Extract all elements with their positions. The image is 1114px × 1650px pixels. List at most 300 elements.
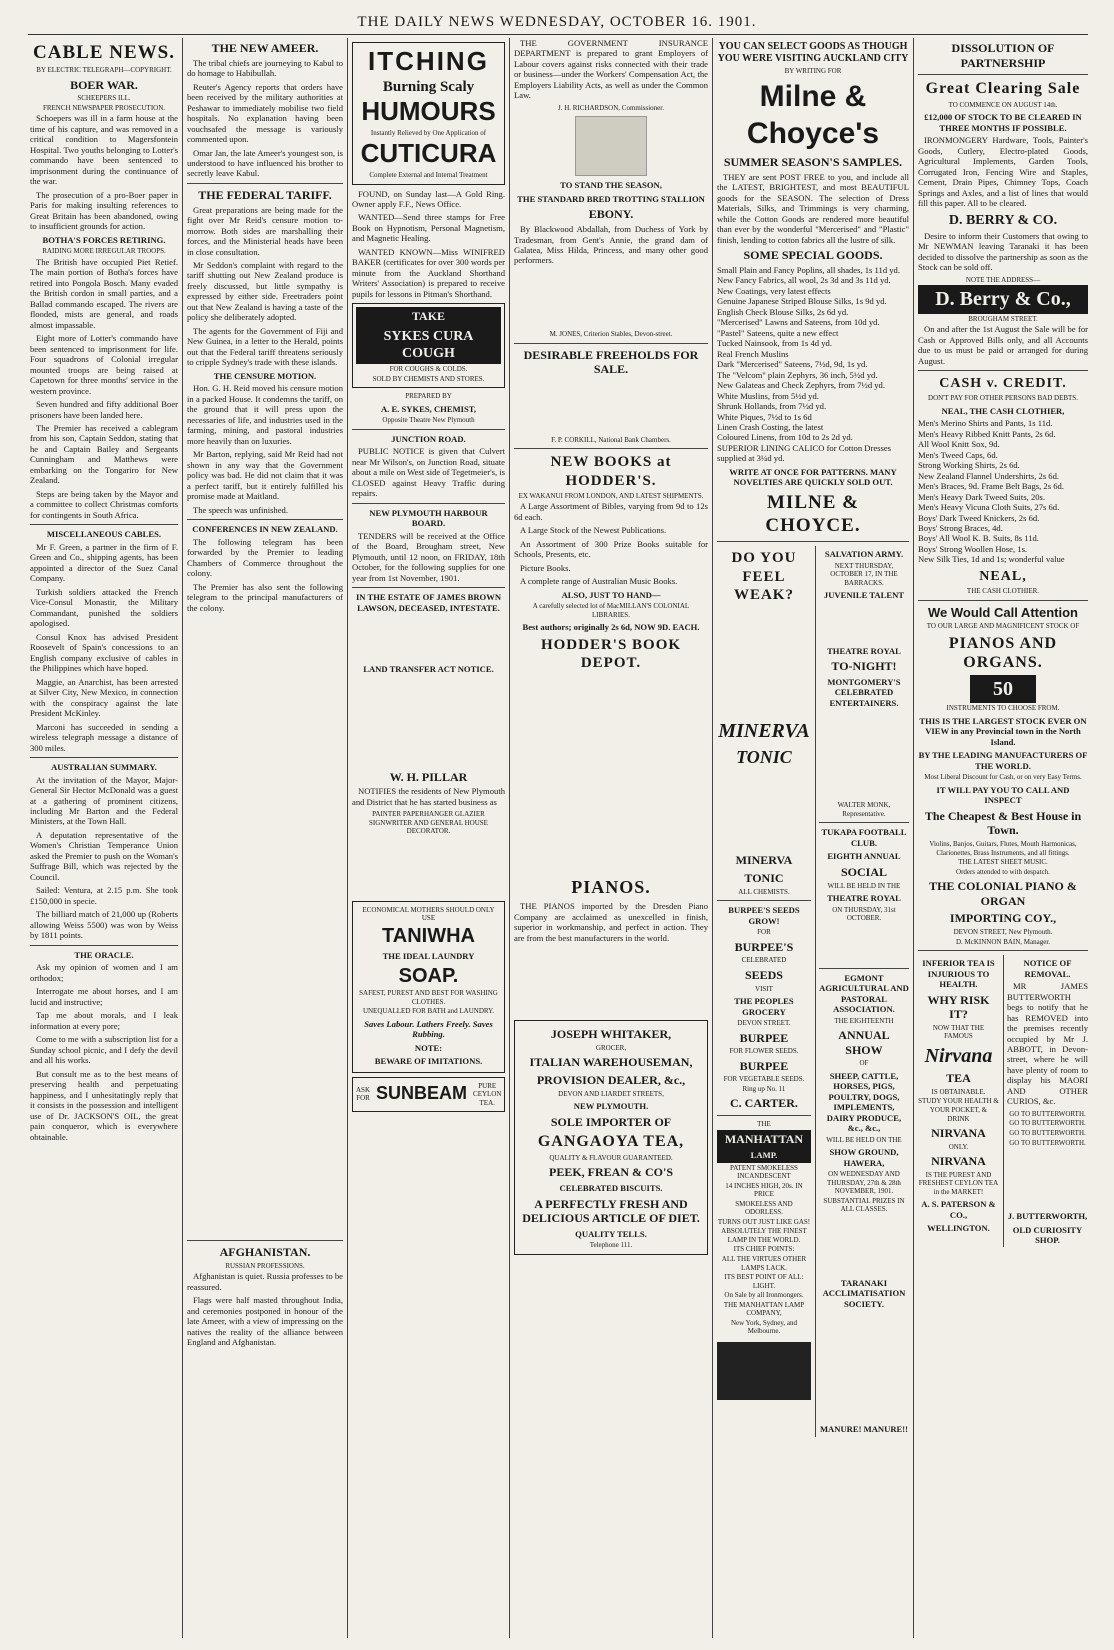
ad-name: D. BERRY & CO. bbox=[948, 212, 1058, 228]
article-paragraph: Flags were half masted throughout India, and ceremonies postponed in honour of the late Ameer, with a view of impressing on the natives the reality of the alliance between England and Afghanistan. bbox=[187, 1295, 343, 1348]
column-rule bbox=[509, 38, 510, 1638]
article-paragraph: The prosecution of a pro-Boer paper in Paris for making insulting references to Great Britain has been abandoned, owing to insufficient grounds for action. bbox=[30, 189, 178, 232]
ad-text: Violins, Banjos, Guitars, Flutes, Mouth Harmonicas, Clarionettes, Brass Instruments, and all fittings. bbox=[929, 840, 1077, 857]
ad-text: BEWARE OF IMITATIONS. bbox=[374, 1056, 483, 1067]
ad-text: NOW THAT THE FAMOUS bbox=[932, 1023, 985, 1041]
ad-name: J. BUTTERWORTH, bbox=[1007, 1211, 1088, 1222]
ad-text: INSTRUMENTS TO CHOOSE FROM. bbox=[946, 704, 1060, 713]
notice-text: PUBLIC NOTICE is given that Culvert near Mr Wilson's, on Junction Road, situate about a mile on West side of Tegetmeier's, is CLOSED against Heavy Traffic during repairs. bbox=[352, 446, 505, 499]
article-paragraph: Mr Seddon's complaint with regard to the tariff shutting out New Zealand produce is freely discussed, but little sympathy is expressed by either side. Freetraders point out that New Zealand is having a taste of the policy she deliberately adopted. bbox=[187, 260, 343, 323]
neal-item: Men's Heavy Dark Tweed Suits, 20s. bbox=[918, 491, 1046, 502]
neal-item: Boys' All Wool K. B. Suits, 8s 11d. bbox=[918, 533, 1039, 544]
ad-text: Picture Books. bbox=[520, 562, 571, 573]
article-paragraph: The Premier has also sent the following telegram to the principal manufacturers of the colony. bbox=[187, 581, 343, 613]
ad-headline: SALVATION ARMY. bbox=[824, 549, 904, 560]
ad-signature: MILNE & CHOYCE. bbox=[765, 491, 861, 537]
ad-text: 14 INCHES HIGH, 20s. IN PRICE bbox=[725, 1181, 803, 1199]
ad-text: Best authors; originally 2s 6d, NOW 9D. EACH. bbox=[522, 622, 700, 633]
ad-text: TO OUR LARGE AND MAGNIFICENT STOCK OF bbox=[926, 622, 1080, 631]
ad-text: THE EIGHTEENTH bbox=[834, 1016, 894, 1025]
ad-text: MONTGOMERY'S CELEBRATED ENTERTAINERS. bbox=[827, 676, 901, 708]
ad-text: DON'T PAY FOR OTHER PERSONS BAD DEBTS. bbox=[928, 394, 1078, 403]
ad-text: THEY are sent POST FREE to you, and include all the LATEST, BRIGHTEST, and most BEAUTIFUL goods for the SEASON. The selection of Dress Materials, Silks, and Trimmings is very charming, while the Cotton Goods are rendered more beautiful than ever by the wonderful "Mercerised" and "Plastic" finish, lending to cotton fabrics all the lustre of silk. bbox=[717, 171, 909, 245]
ad-headline: Great Clearing Sale bbox=[925, 80, 1081, 98]
article-paragraph: Sailed: Ventura, at 2.15 p.m. She took £150,000 in specie. bbox=[30, 885, 178, 906]
ad-text: DEVON STREET, New Plymouth. bbox=[953, 928, 1053, 937]
horse-illustration bbox=[575, 116, 647, 176]
divider bbox=[187, 183, 343, 184]
ad-headline: TO-NIGHT! bbox=[831, 659, 897, 674]
article-paragraph: Marconi has succeeded in sending a wireless telegraph message a distance of 300 miles. bbox=[30, 721, 178, 753]
ad-brand: Milne & Choyce's bbox=[746, 79, 880, 150]
column-rule bbox=[712, 38, 713, 1638]
ad-brand: MINERVA bbox=[718, 720, 810, 743]
ad-brand: CUTICURA bbox=[360, 138, 497, 169]
notice-signature: F. P. CORKILL, National Bank Chambers. bbox=[551, 435, 671, 444]
heading-miscellaneous: MISCELLANEOUS CABLES. bbox=[46, 529, 162, 540]
masthead: THE DAILY NEWS WEDNESDAY, OCTOBER 16. 1901. bbox=[357, 14, 757, 30]
neal-item: Men's Tweed Caps, 6d. bbox=[918, 449, 998, 460]
article-paragraph: But consult me as to the best means of preserving health and perpetuating happiness, and I unhesitatingly reply that it consists in the possession and intelligent use of Dr. JACKSON'S OIL, the great pain conqueror, which is everywhere obtainable. bbox=[30, 1068, 178, 1142]
ad-brand: TONIC bbox=[744, 871, 784, 886]
divider bbox=[918, 950, 1088, 951]
ad-brand: MINERVA bbox=[735, 853, 793, 868]
text-filler bbox=[819, 924, 909, 964]
ad-text: FOR COUGHS & COLDS. bbox=[389, 365, 468, 374]
lower-left bbox=[717, 546, 811, 1437]
ad-headline: TAKE bbox=[356, 307, 501, 326]
ad-name: EBONY. bbox=[588, 207, 634, 222]
ad-text: THE MANHATTAN LAMP COMPANY, bbox=[723, 1300, 805, 1318]
ad-text: CELEBRATED BISCUITS. bbox=[559, 1183, 663, 1194]
ad-headline: TARANAKI ACCLIMATISATION SOCIETY. bbox=[822, 1277, 906, 1309]
ad-name: THE COLONIAL PIANO & ORGAN bbox=[929, 879, 1077, 908]
ad-text: IRONMONGERY Hardware, Tools, Painter's Goods, Cutlery, Electro-plated Goods, Agricultural Implements, Garden Tools, Corrugated Iron, Fencing Wire and Staples, Cement, Drain Pipes, Chimney Tops, Coach Springs and Axles, and a list of lines that would fill this paper. All to be cleared. bbox=[918, 135, 1088, 209]
text-filler bbox=[514, 946, 708, 1016]
divider bbox=[717, 1115, 811, 1116]
ad-text: FOR VEGETABLE SEEDS. bbox=[723, 1075, 805, 1084]
ad-text: THE IDEAL LAUNDRY bbox=[382, 951, 475, 962]
neal-item: Men's Braces, 9d. Frame Belt Bags, 2s 6d. bbox=[918, 481, 1064, 492]
article-paragraph: Maggie, an Anarchist, has been arrested at Silver City, New Mexico, in connection with the conspiracy against the late President McKinley. bbox=[30, 676, 178, 719]
article-paragraph: Come to me with a subscription list for a Sunday school picnic, and I defy the devil and all his works. bbox=[30, 1034, 178, 1066]
ad-brand: Nirvana bbox=[924, 1044, 993, 1067]
special-goods-item: Tucked Nainsook, from 1s 4d yd. bbox=[717, 338, 832, 349]
ad-headline: WHY RISK IT? bbox=[927, 992, 990, 1022]
special-goods-item: SUPERIOR LINING CALICO for Cotton Dresses supplied at 3¼d yd. bbox=[717, 442, 892, 464]
column-rule bbox=[182, 38, 183, 1638]
ad-text: THE PIANOS imported by the Dresden Piano Company are acclaimed as unexcelled in finish, superior in workmanship, and perfect in action. They are from the best manufacturers in the world. bbox=[514, 901, 708, 943]
ad-text: TEA bbox=[946, 1071, 971, 1086]
ad-brand: BURPEE bbox=[739, 1058, 789, 1073]
divider bbox=[30, 757, 178, 758]
ad-headline: TUKAPA FOOTBALL CLUB. bbox=[821, 827, 907, 848]
neal-item: New Zealand Flannel Undershirts, 2s 6d. bbox=[918, 470, 1060, 481]
ad-text: GO TO BUTTERWORTH. bbox=[1009, 1138, 1086, 1147]
notice-heading: LAND TRANSFER ACT NOTICE. bbox=[363, 664, 494, 675]
heading: BOTHA'S FORCES RETIRING. bbox=[42, 234, 166, 245]
ad-subheadline: Burning Scaly bbox=[382, 78, 475, 95]
ad-text: SUBSTANTIAL PRIZES IN ALL CLASSES. bbox=[823, 1196, 905, 1214]
ad-text: The Cheapest & Best House in Town. bbox=[924, 808, 1082, 838]
ad-text: ITS BEST POINT OF ALL: LIGHT. bbox=[724, 1273, 804, 1290]
heading-censure-motion: THE CENSURE MOTION. bbox=[213, 370, 317, 381]
ad-text: BY THE LEADING MANUFACTURERS OF THE WORLD. bbox=[918, 750, 1088, 771]
divider bbox=[819, 968, 909, 969]
ad-brand: MANHATTAN bbox=[717, 1130, 811, 1149]
ad-text: A Large Assortment of Bibles, varying from 9d to 12s 6d each. bbox=[514, 501, 708, 522]
article-paragraph: At the invitation of the Mayor, Major-General Sir Hector McDonald was a guest at a gathering of prominent citizens, including Mr Barton and the Federal Ministers, at the Town Hall. bbox=[30, 774, 178, 827]
heading-oracle: THE ORACLE. bbox=[74, 949, 134, 960]
ad-headline: SOCIAL bbox=[840, 864, 887, 879]
divider bbox=[819, 822, 909, 823]
classified-wanted: WANTED—Send three stamps for Free Book on Hypnotism, Personal Magnetism, and Magnetic Healing. bbox=[352, 212, 505, 244]
ad-text: ON WEDNESDAY AND THURSDAY, 27th & 28th NOVEMBER, 1901. bbox=[827, 1170, 901, 1196]
ad-text: JUVENILE TALENT bbox=[823, 590, 905, 601]
ad-text: THIS IS THE LARGEST STOCK EVER ON VIEW in any Provincial town in the North Island. bbox=[919, 715, 1087, 747]
ad-text: ECONOMICAL MOTHERS SHOULD ONLY USE bbox=[362, 905, 495, 923]
ad-text: ALL CHEMISTS. bbox=[738, 887, 790, 896]
neal-item: Boys' Dark Tweed Knickers, 2s 6d. bbox=[918, 512, 1040, 523]
text-filler bbox=[819, 603, 909, 643]
article-paragraph: The British have occupied Piet Retief. The main portion of Botha's forces have retired into Pongola Bosch. Many evaded the British cordon in small parties, and a Ballad commando escaped. The rivers are flooded, mists are general, and roads almost impassable. bbox=[30, 256, 178, 330]
column-ads-2 bbox=[514, 38, 708, 1638]
ad-brand: BURPEE'S bbox=[734, 939, 794, 954]
text-filler bbox=[819, 1215, 909, 1275]
heading-federal-tariff: THE FEDERAL TARIFF. bbox=[198, 187, 332, 202]
article-paragraph: Mr Barton, replying, said Mr Reid had not shown in any way that the Government policy was bad. He did not claim that it was a perfect tariff, but it entirely fulfilled his promise made at Maitland. bbox=[187, 449, 343, 502]
taniwha-ad bbox=[352, 901, 505, 1073]
article-paragraph: Consul Knox has advised President Roosevelt of Spain's concessions to an English company exclusive of cables in the Philippines which have hoped. bbox=[30, 631, 178, 674]
ad-text: A complete range of Australian Music Books. bbox=[520, 576, 678, 587]
special-goods-item: White Piques, 7½d to 1s 6d bbox=[717, 411, 812, 422]
ad-brand: SUNBEAM bbox=[376, 1083, 468, 1104]
special-goods-item: Coloured Linens, from 10d to 2s 2d yd. bbox=[717, 432, 853, 443]
notice-heading: NEW PLYMOUTH HARBOUR BOARD. bbox=[369, 507, 488, 529]
ad-headline: ANNUAL SHOW bbox=[838, 1028, 890, 1057]
ad-text: GO TO BUTTERWORTH. bbox=[1009, 1109, 1086, 1118]
text-filler bbox=[819, 1311, 909, 1421]
text-filler bbox=[1007, 1148, 1088, 1208]
ad-text: A PERFECTLY FRESH AND DELICIOUS ARTICLE OF DIET. bbox=[522, 1196, 700, 1226]
ad-brand: BURPEE bbox=[739, 1030, 789, 1045]
article-paragraph: Mr F. Green, a partner in the firm of F. Green and Co., shipping agents, has been appointed a director of the Suez Canal Company. bbox=[30, 541, 178, 584]
ad-headline: We Would Call Attention bbox=[928, 604, 1078, 620]
ad-headline: MANURE! MANURE!! bbox=[819, 1424, 909, 1435]
ad-text: IS THE PUREST AND FRESHEST CEYLON TEA in the MARKET! bbox=[918, 1170, 999, 1196]
ad-text: ON THURSDAY, 31st OCTOBER. bbox=[832, 905, 896, 923]
ad-name: A. E. SYKES, CHEMIST, bbox=[380, 403, 477, 414]
article-paragraph: Hon. G. H. Reid moved his censure motion in a packed House. It condemns the tariff, on the ground that it will press upon the necessaries of life, and industries used in the farming, mining, and pastoral industries more heavily than on luxuries. bbox=[187, 383, 343, 446]
nirvana-ad bbox=[918, 955, 999, 1247]
article-paragraph: The Premier has received a cablegram from his son, Captain Seddon, stating that he and Captain Bailey and Sergeants Cunningham and Matthews were embarking on the Tongariro for New Zealand. bbox=[30, 423, 178, 486]
text-filler bbox=[514, 269, 708, 329]
divider bbox=[187, 519, 343, 520]
ad-text: EX WAKANUI FROM LONDON, AND LATEST SHIPMENTS. bbox=[518, 491, 704, 500]
ad-text: NEXT THURSDAY, OCTOBER 17, IN THE BARRACKS. bbox=[830, 561, 898, 587]
ad-text: NOTIFIES the residents of New Plymouth and District that he has started business as bbox=[352, 786, 505, 807]
ad-brand: SOAP. bbox=[398, 964, 459, 987]
ad-subheadline: SOME SPECIAL GOODS. bbox=[743, 248, 883, 263]
special-goods-item: New Coatings, very latest effects bbox=[717, 285, 831, 296]
ad-text: BROUGHAM STREET. bbox=[968, 314, 1038, 323]
special-goods-item: "Pastel" Sateens, quite a new effect bbox=[717, 327, 839, 338]
column-ads-3 bbox=[918, 38, 1088, 1638]
ad-text: QUALITY & FLAVOUR GUARANTEED. bbox=[549, 1153, 673, 1162]
classified-found: FOUND, on Sunday last—A Gold Ring. Owner apply F.F., News Office. bbox=[352, 188, 505, 209]
neal-item: New Silk Ties, 1d and 1s; wonderful value bbox=[918, 554, 1065, 565]
column-cable-news bbox=[30, 38, 178, 1638]
neal-item: Men's Heavy Ribbed Knitt Pants, 2s 6d. bbox=[918, 428, 1056, 439]
ad-text: PAINTER PAPERHANGER GLAZIER SIGNWRITER AND GENERAL HOUSE DECORATOR. bbox=[369, 810, 488, 836]
ad-headline: PIANOS AND ORGANS. bbox=[948, 634, 1058, 672]
ad-brand: TANIWHA bbox=[382, 924, 475, 947]
divider bbox=[514, 448, 708, 449]
ad-text: On Sale by all Ironmongers. bbox=[724, 1291, 804, 1300]
ad-text: DEVON AND LIARDET STREETS, bbox=[558, 1089, 664, 1098]
special-goods-item: Genuine Japanese Striped Blouse Silks, 1s 9d yd. bbox=[717, 296, 887, 307]
lower-right bbox=[815, 546, 909, 1437]
ad-headline: PIANOS. bbox=[571, 877, 651, 898]
ad-name: OLD CURIOSITY SHOP. bbox=[1012, 1224, 1083, 1245]
ad-headline: THE STANDARD BRED TROTTING STALLION bbox=[517, 193, 705, 204]
ad-text: STUDY YOUR HEALTH & YOUR POCKET, & DRINK bbox=[918, 1097, 999, 1123]
ad-text: PEEK, FREAN & CO'S bbox=[548, 1165, 673, 1180]
ad-text: SEEDS bbox=[744, 967, 783, 982]
byline: BY ELECTRIC TELEGRAPH—COPYRIGHT. bbox=[36, 66, 172, 75]
notice-heading: IN THE ESTATE OF JAMES BROWN LAWSON, DECEASED, INTESTATE. bbox=[355, 592, 502, 613]
text-filler bbox=[352, 837, 505, 897]
heading-australian-summary: AUSTRALIAN SUMMARY. bbox=[51, 762, 157, 773]
ad-headline: NOTICE OF REMOVAL. bbox=[1023, 958, 1072, 979]
divider bbox=[30, 945, 178, 946]
ad-name: WELLINGTON. bbox=[927, 1223, 990, 1234]
neal-item: All Wool Knitt Sox, 9d. bbox=[918, 439, 1000, 450]
article-paragraph: Omar Jan, the late Ameer's youngest son, is understood to have influenced his brother to secretly leave Kabul. bbox=[187, 147, 343, 179]
special-goods-item: New Fancy Fabrics, all wool, 2s 3d and 3s 11d yd. bbox=[717, 275, 891, 286]
ad-text: THE CASH CLOTHIER. bbox=[966, 587, 1040, 596]
text-filler bbox=[514, 379, 708, 435]
ad-text: Instantly Relieved by One Application of bbox=[370, 128, 487, 137]
text-filler bbox=[514, 674, 708, 874]
ad-slogan: Saves Labour. Lathers Freely. Saves Rubbing. bbox=[364, 1018, 493, 1040]
ad-headline: INFERIOR TEA IS INJURIOUS TO HEALTH. bbox=[922, 958, 995, 990]
ad-text: ALL THE VIRTUES OTHER LAMPS LACK. bbox=[721, 1255, 807, 1272]
ad-name: JOSEPH WHITAKER, bbox=[550, 1027, 672, 1042]
special-goods-item: Dark "Mercerised" Sateens, 7½d, 9d, 1s yd. bbox=[717, 359, 868, 370]
masthead-rule bbox=[28, 34, 1088, 35]
divider bbox=[918, 74, 1088, 75]
ad-headline: BURPEE'S SEEDS GROW! bbox=[728, 905, 800, 926]
ad-text: MR JAMES BUTTERWORTH begs to notify that he has REMOVED into the premises recently occupied by Mr J. ABBOTT, in Devon-street, where he will have plenty of room to display his MAORI AND OTHER CURIOS, &c. bbox=[1007, 981, 1088, 1107]
ad-text: UNEQUALLED FOR BATH and LAUNDRY. bbox=[362, 1007, 495, 1016]
ad-headline: YOU CAN SELECT GOODS AS THOUGH YOU WERE VISITING AUCKLAND CITY bbox=[717, 41, 909, 65]
pills-ad-image bbox=[717, 1342, 811, 1400]
ad-text: CELEBRATED bbox=[741, 956, 787, 965]
ad-text: SMOKELESS AND ODORLESS. bbox=[735, 1199, 793, 1217]
ad-text: Ring up No. 11 bbox=[742, 1084, 786, 1093]
ad-text: ABSOLUTELY THE FINEST LAMP IN THE WORLD. bbox=[721, 1227, 807, 1244]
ad-text: THEATRE ROYAL bbox=[827, 893, 901, 904]
ad-text: WALTER MONK, Representative. bbox=[837, 801, 891, 818]
ad-text: THE bbox=[757, 1120, 771, 1129]
neal-item: Strong Working Shirts, 2s 6d. bbox=[918, 460, 1020, 471]
article-paragraph: Tap me about morals, and I leak information at every pore; bbox=[30, 1010, 178, 1031]
special-goods-item: Shrunk Hollands, from 7½d yd. bbox=[717, 401, 827, 412]
article-paragraph: The following telegram has been forwarded by the Premier to leading Chambers of Commerce throughout the colony. bbox=[187, 536, 343, 579]
ad-headline: THEATRE ROYAL bbox=[827, 645, 901, 656]
neal-item: Men's Merino Shirts and Pants, 1s 11d. bbox=[918, 418, 1053, 429]
ad-name: IMPORTING COY., bbox=[949, 911, 1057, 926]
divider bbox=[717, 900, 811, 901]
ad-text: BY WRITING FOR bbox=[784, 67, 842, 76]
ad-text: TO COMMENCE ON AUGUST 14th. bbox=[948, 100, 1058, 109]
heading-afghanistan: AFGHANISTAN. bbox=[219, 1245, 311, 1260]
notice-text: TENDERS will be received at the Office of the Board, Brougham street, New Plymouth, until 12 noon, on FRIDAY, 18th October, for the following supplies for one year from 1st November, 1901. bbox=[352, 530, 505, 583]
ad-text: IT WILL PAY YOU TO CALL AND INSPECT bbox=[936, 784, 1070, 806]
ad-brand: GANGAOYA TEA, bbox=[537, 1133, 685, 1151]
article-paragraph: Steps are being taken by the Mayor and a committee to collect Christmas comforts for contingents in South Africa. bbox=[30, 488, 178, 520]
divider bbox=[514, 343, 708, 344]
special-goods-item: White Muslins, from 5½d yd. bbox=[717, 390, 819, 401]
ad-text: By Blackwood Abdallah, from Duchess of York by Tradesman, from Gent's Annie, the grand dam of Galatea, Miss Hilda, Princess, and many other good performers. bbox=[514, 224, 708, 266]
ad-name: NEAL, THE CASH CLOTHIER, bbox=[941, 405, 1065, 416]
divider bbox=[918, 600, 1088, 601]
article-paragraph: Interrogate me about horses, and I am lucid and instructive; bbox=[30, 986, 178, 1007]
text-filler bbox=[352, 677, 505, 767]
subheading: SCHEEPERS ILL. bbox=[77, 94, 131, 103]
whitaker-ad bbox=[514, 1020, 708, 1254]
ad-text: ONLY. bbox=[948, 1142, 969, 1151]
ad-headline: CASH v. CREDIT. bbox=[939, 376, 1067, 392]
subheading: RUSSIAN PROFESSIONS. bbox=[225, 1261, 305, 1270]
ad-subheadline: SUMMER SEASON'S SAMPLES. bbox=[723, 155, 903, 170]
ad-text: Complete External and Internal Treatment bbox=[369, 170, 488, 179]
ad-text: An Assortment of 300 Prize Books suitable for Schools, Presents, etc. bbox=[514, 538, 708, 560]
ad-text: GO TO BUTTERWORTH. bbox=[1009, 1128, 1086, 1137]
ad-text: FOR FLOWER SEEDS. bbox=[729, 1047, 799, 1056]
ad-text: OF bbox=[859, 1059, 869, 1068]
ad-name: C. CARTER. bbox=[730, 1096, 798, 1111]
ad-brand: LAMP. bbox=[717, 1148, 811, 1162]
divider bbox=[717, 541, 909, 542]
column-news bbox=[187, 38, 343, 1638]
ad-text: On and after the 1st August the Sale will be for Cash or Approved Bills only, and all Accounts due to us must be paid or arranged for during August. bbox=[918, 324, 1088, 366]
ad-headline: DESIRABLE FREEHOLDS FOR SALE. bbox=[523, 347, 699, 377]
special-goods-item: Linen Crash Costing, the latest bbox=[717, 422, 824, 432]
ad-headline: TO STAND THE SEASON, bbox=[560, 180, 662, 191]
ad-text: GO TO BUTTERWORTH. bbox=[1009, 1119, 1086, 1128]
cuticura-ad bbox=[352, 42, 505, 185]
ad-text: PATENT SMOKELESS INCANDESCENT bbox=[730, 1163, 798, 1181]
sunbeam-ad bbox=[352, 1077, 505, 1113]
ad-text: NEW PLYMOUTH. bbox=[573, 1101, 649, 1112]
column-rule bbox=[347, 38, 348, 1638]
removal-ad bbox=[1003, 955, 1088, 1247]
ad-text: DEVON STREET. bbox=[737, 1019, 791, 1028]
ad-name: W. H. PILLAR bbox=[389, 769, 468, 784]
notice-heading: JUNCTION ROAD. bbox=[391, 433, 466, 444]
ad-text: NOTE: bbox=[414, 1042, 443, 1053]
ad-headline: EGMONT AGRICULTURAL AND PASTORAL ASSOCIATION. bbox=[819, 972, 909, 1015]
cable-news-title: CABLE NEWS. bbox=[33, 42, 175, 63]
ad-text: SOLD BY CHEMISTS AND STORES. bbox=[372, 374, 485, 383]
article-paragraph: Reuter's Agency reports that orders have been received by the military authorities at Peshawar to immediately mobilise two field hospitals. No explanation having been vouchsafed the message is variously commented upon. bbox=[187, 81, 343, 145]
text-filler bbox=[187, 616, 343, 1236]
special-goods-item: English Check Blouse Silks, 2s 6d yd. bbox=[717, 306, 849, 317]
ad-text: VISIT bbox=[755, 984, 773, 993]
neal-item: Men's Heavy Vicuna Cloth Suits, 27s 6d. bbox=[918, 502, 1060, 513]
divider bbox=[352, 503, 505, 504]
article-paragraph: The agents for the Government of Fiji and New Guinea, in a letter to the Herald, points out that the Federal tariff threatens seriously to cripple Sydney's trade with these islands. bbox=[187, 325, 343, 368]
article-paragraph: Great preparations are being made for the fight over Mr Reid's censure motion to-morrow. Both sides are marshalling their forces, and the Ministerial heads have been in close consultation. bbox=[187, 204, 343, 257]
article-paragraph: Ask my opinion of women and I am orthodox; bbox=[30, 962, 178, 983]
ad-text: SHOW GROUND, HAWERA, bbox=[829, 1147, 899, 1168]
heading-new-ameer: THE NEW AMEER. bbox=[211, 41, 319, 55]
ad-text: THE LATEST SHEET MUSIC. bbox=[958, 858, 1048, 867]
special-goods-item: Real French Muslins bbox=[717, 348, 789, 359]
ad-text: A carefully selected lot of MacMILLAN'S COLONIAL LIBRARIES. bbox=[532, 602, 690, 619]
article-paragraph: Afghanistan is quiet. Russia professes to be reassured. bbox=[187, 1271, 343, 1292]
ad-brand: TONIC bbox=[736, 746, 792, 767]
notice-signature: M. JONES, Criterion Stables, Devon-street. bbox=[549, 329, 673, 338]
ad-text: NOTE THE ADDRESS— bbox=[965, 275, 1041, 284]
ad-name: NEAL, bbox=[979, 568, 1027, 584]
ad-text: FOR bbox=[757, 928, 771, 937]
ad-text: Desire to inform their Customers that owing to Mr NEWMAN leaving Taranaki it has been decided to dissolve the partnership as soon as the Stock can be sold off. bbox=[918, 230, 1088, 273]
ad-brand: D. Berry & Co., bbox=[918, 285, 1088, 313]
notice-signature: J. H. RICHARDSON, Commissioner. bbox=[558, 103, 664, 112]
ad-text: IS OBTAINABLE. bbox=[931, 1087, 986, 1096]
special-goods-item: New Galateas and Check Zephyrs, from 7½d yd. bbox=[717, 380, 886, 391]
ad-headline: DISSOLUTION OF PARTNERSHIP bbox=[951, 41, 1055, 70]
insurance-notice: THE GOVERNMENT INSURANCE DEPARTMENT is prepared to grant Employers of Labour covers against risks connected with their trade or business—under the Workers' Compensation Act, the Employers Liability Acts, as well as under the Common Law. bbox=[514, 38, 708, 101]
ad-text: ITALIAN WAREHOUSEMAN, bbox=[529, 1055, 693, 1070]
column-rule bbox=[913, 38, 914, 1638]
ad-headline: ITCHING bbox=[368, 46, 489, 76]
ad-text: SHEEP, CATTLE, HORSES, PIGS, POULTRY, DOGS, IMPLEMENTS, DAIRY PRODUCE, &c., &c., bbox=[826, 1070, 902, 1134]
column-milne-choyce bbox=[717, 38, 909, 1638]
ad-text: WRITE AT ONCE FOR PATTERNS. MANY NOVELTIES ARE QUICKLY SOLD OUT. bbox=[729, 466, 897, 488]
divider bbox=[918, 370, 1088, 371]
ad-text: SOLE IMPORTER OF bbox=[550, 1114, 672, 1129]
special-goods-list bbox=[717, 265, 909, 464]
divider bbox=[352, 587, 505, 588]
sykes-ad bbox=[352, 303, 505, 388]
ad-headline: NEW BOOKS at HODDER'S. bbox=[550, 454, 672, 489]
special-goods-item: Small Plain and Fancy Poplins, all shades, 1s 11d yd. bbox=[717, 264, 901, 275]
ad-text: ITS CHIEF POINTS: bbox=[733, 1245, 795, 1254]
ad-text: THE PEOPLES GROCERY bbox=[734, 996, 794, 1017]
ad-text: EIGHTH ANNUAL bbox=[827, 851, 901, 862]
article-paragraph: The speech was unfinished. bbox=[193, 504, 288, 515]
ad-headline: HUMOURS bbox=[361, 96, 496, 127]
lower-split bbox=[717, 546, 909, 1437]
divider bbox=[187, 1240, 343, 1241]
ad-text: WILL BE HELD ON THE bbox=[826, 1135, 902, 1144]
ad-text: D. McKINNON BAIN, Manager. bbox=[955, 937, 1051, 946]
subheading: RAIDING MORE IRREGULAR TROOPS. bbox=[42, 247, 166, 256]
classified-wanted: WANTED KNOWN—Miss WINIFRED BAKER (certificates for over 300 words per minute from the Auckland Shorthand Writers' Association) is prepared to receive pupils for lessons in Pitman's Shorthand. bbox=[352, 246, 505, 299]
ad-text: A Large Stock of the Newest Publications. bbox=[520, 525, 667, 536]
heading-conferences: CONFERENCES IN NEW ZEALAND. bbox=[192, 524, 338, 535]
ad-text: New York, Sydney, and Melbourne. bbox=[730, 1318, 797, 1336]
text-filler bbox=[352, 615, 505, 661]
divider bbox=[30, 524, 178, 525]
ad-headline: DO YOU FEEL WEAK? bbox=[731, 550, 797, 603]
article-paragraph: Schoepers was ill in a farm house at the time of his capture, and was removed in a critical condition to Magersfontein Hospital. Two youths belonging to Lotter's commando have been sentenced to imprisonment during the continuance of the war. bbox=[30, 113, 178, 187]
divider bbox=[352, 429, 505, 430]
